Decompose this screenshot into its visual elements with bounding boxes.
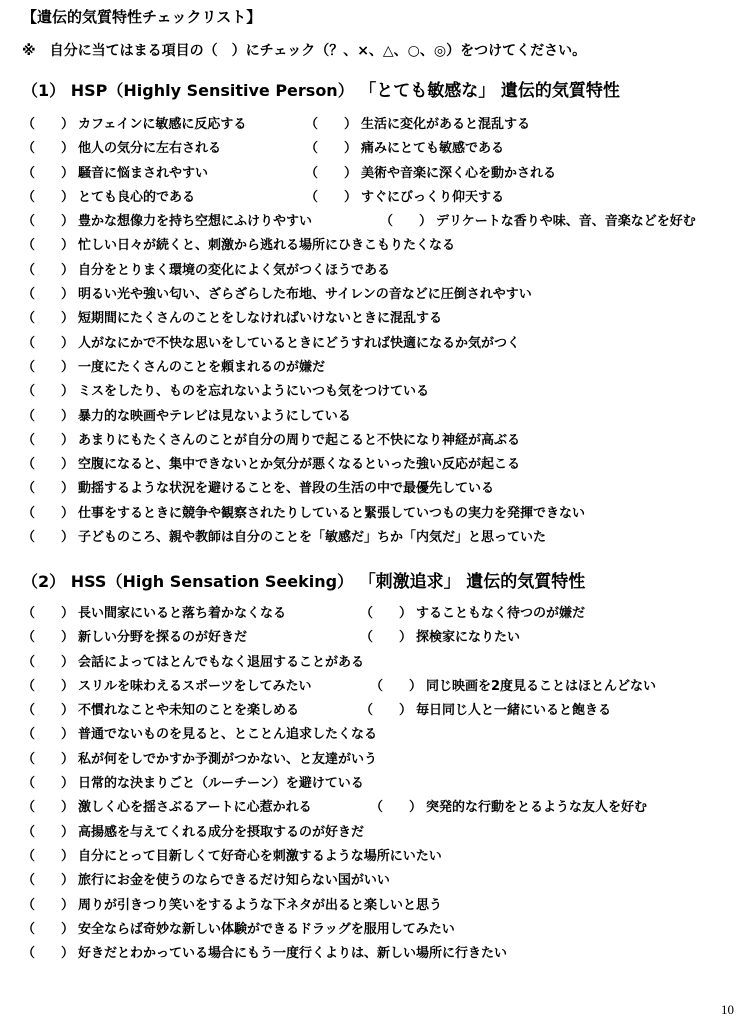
checkbox[interactable]: （ ） xyxy=(305,165,358,181)
item-text: 突発的な行動をとるような友人を好む xyxy=(426,800,648,816)
item-text: 自分にとって目新しくて好奇心を刺激するような場所にいたい xyxy=(78,848,442,864)
item-text: 仕事をするときに競争や観察されたりしていると緊張していつもの実力を発揮できない xyxy=(78,505,586,521)
item-text: 空腹になると、集中できないとか気分が悪くなるといった強い反応が起こる xyxy=(78,457,521,473)
checkbox[interactable]: （ ） xyxy=(22,481,75,497)
item-text: 動揺するような状況を避けることを、普段の生活の中で最優先している xyxy=(78,481,495,497)
checkbox[interactable]: （ ） xyxy=(22,703,75,719)
section-abbr: HSP（Highly Sensitive Person） xyxy=(70,81,354,100)
item-text: 周りが引きつり笑いをするような下ネタが出ると楽しいと思う xyxy=(78,897,443,913)
item-text: 旅行にお金を使うのならできるだけ知らない国がいい xyxy=(78,873,390,889)
checkbox[interactable]: （ ） xyxy=(22,408,75,424)
item-text: 安全ならば奇妙な新しい体験ができるドラッグを服用してみたい xyxy=(78,921,455,937)
checkbox[interactable]: （ ） xyxy=(22,921,75,937)
checkbox[interactable]: （ ） xyxy=(360,630,413,646)
checkbox[interactable]: （ ） xyxy=(370,678,423,694)
checkbox[interactable]: （ ） xyxy=(22,848,75,864)
item-text: 日常的な決まりごと（ルーチーン）を避けている xyxy=(78,776,364,792)
checkbox[interactable]: （ ） xyxy=(22,897,75,913)
item-text: 短期間にたくさんのことをしなければいけないときに混乱する xyxy=(78,311,443,327)
item-text: とても良心的である xyxy=(78,189,196,205)
item-text: 激しく心を揺さぶるアートに心惹かれる xyxy=(78,800,312,816)
checkbox[interactable]: （ ） xyxy=(22,165,75,181)
checkbox[interactable]: （ ） xyxy=(22,287,75,303)
checkbox[interactable]: （ ） xyxy=(22,262,75,278)
checkbox[interactable]: （ ） xyxy=(22,238,75,254)
item-text: あまりにもたくさんのことが自分の周りで起こると不快になり神経が高ぶる xyxy=(78,432,521,448)
item-text: カフェインに敏感に反応する xyxy=(78,117,247,132)
item-text: すぐにびっくり仰天する xyxy=(361,189,505,205)
item-text: 明るい光や強い匂い、ざらざらした布地、サイレンの音などに圧倒されやすい xyxy=(78,287,532,303)
checkbox[interactable]: （ ） xyxy=(305,189,358,205)
section-number: （1） xyxy=(22,81,66,100)
item-text: 私が何をしでかすか予測がつかない、と友達がいう xyxy=(78,751,378,767)
item-text: 豊かな想像力を持ち空想にふけりやすい xyxy=(78,214,313,230)
section-quote: 「刺激追求」 xyxy=(358,572,461,592)
item-text: 探検家になりたい xyxy=(416,630,521,646)
checkbox[interactable]: （ ） xyxy=(22,359,75,375)
section-tail: 遺伝的気質特性 xyxy=(466,572,586,592)
item-text: 騒音に悩まされやすい xyxy=(78,165,209,181)
checkbox[interactable]: （ ） xyxy=(22,141,75,157)
checkbox[interactable]: （ ） xyxy=(305,141,358,157)
item-text: 自分をとりまく環境の変化によく気がつくほうである xyxy=(78,262,391,278)
item-text: することもなく待つのが嫌だ xyxy=(416,606,586,621)
item-text: 人がなにかで不快な思いをしているときにどうすれば快適になるか気がつく xyxy=(78,335,521,351)
item-text: 生活に変化があると混乱する xyxy=(361,117,531,132)
checkbox[interactable]: （ ） xyxy=(22,751,75,767)
item-text: 他人の気分に左右される xyxy=(78,141,222,157)
item-text: 同じ映画を2度見ることはほとんどない xyxy=(426,678,657,694)
checkbox[interactable]: （ ） xyxy=(370,800,423,816)
checkbox[interactable]: （ ） xyxy=(22,946,75,962)
checkbox[interactable]: （ ） xyxy=(22,606,75,621)
checkbox[interactable]: （ ） xyxy=(22,189,75,205)
checkbox[interactable]: （ ） xyxy=(22,776,75,792)
checkbox[interactable]: （ ） xyxy=(22,117,75,132)
page-title: 【遺伝的気質特性チェックリスト】 xyxy=(22,8,262,26)
item-text: 暴力的な映画やテレビは見ないようにしている xyxy=(78,408,351,424)
item-text: 美術や音楽に深く心を動かされる xyxy=(361,165,557,181)
item-text: 忙しい日々が続くと、刺激から逃れる場所にひきこもりたくなる xyxy=(78,238,456,254)
item-text: 普通でないものを見ると、とことん追求したくなる xyxy=(78,727,378,743)
checkbox[interactable]: （ ） xyxy=(22,873,75,889)
checkbox[interactable]: （ ） xyxy=(22,384,75,400)
checkbox[interactable]: （ ） xyxy=(305,117,358,132)
checkbox[interactable]: （ ） xyxy=(360,703,413,719)
item-text: 子どものころ、親や教師は自分のことを「敏感だ」ちか「内気だ」と思っていた xyxy=(78,530,547,546)
checkbox[interactable]: （ ） xyxy=(22,678,75,694)
section-heading-hsp xyxy=(22,76,620,101)
checkbox[interactable]: （ ） xyxy=(22,505,75,521)
item-text: 不慣れなことや未知のことを楽しめる xyxy=(78,703,300,719)
section-abbr: HSS（High Sensation Seeking） xyxy=(70,572,354,591)
page-number: 10 xyxy=(721,1002,734,1017)
item-text: 一度にたくさんのことを頼まれるのが嫌だ xyxy=(78,359,326,375)
item-text: 会話によってはとんでもなく退屈することがある xyxy=(78,654,365,670)
checkbox[interactable]: （ ） xyxy=(22,457,75,473)
section-quote: 「とても敏感な」 xyxy=(359,81,496,101)
checkbox[interactable]: （ ） xyxy=(22,335,75,351)
section-number: （2） xyxy=(22,572,66,591)
checkbox[interactable]: （ ） xyxy=(380,214,433,230)
checkbox[interactable]: （ ） xyxy=(22,824,75,840)
item-text: スリルを味わえるスポーツをしてみたい xyxy=(78,678,312,694)
item-text: 長い間家にいると落ち着かなくなる xyxy=(78,606,287,621)
checkbox[interactable]: （ ） xyxy=(22,432,75,448)
checkbox[interactable]: （ ） xyxy=(22,530,75,546)
section-heading-hss xyxy=(22,567,585,592)
item-text: 毎日同じ人と一緒にいると飽きる xyxy=(416,703,612,719)
item-text: 新しい分野を探るのが好きだ xyxy=(78,630,248,646)
checkbox[interactable]: （ ） xyxy=(22,800,75,816)
checkbox[interactable]: （ ） xyxy=(22,311,75,327)
checkbox[interactable]: （ ） xyxy=(22,654,75,670)
instruction-text: ※ 自分に当てはまる項目の（ ）にチェック（？、×、△、○、◎）をつけてください。 xyxy=(22,43,587,59)
checkbox[interactable]: （ ） xyxy=(22,214,75,230)
item-text: 好きだとわかっている場合にもう一度行くよりは、新しい場所に行きたい xyxy=(78,946,508,962)
item-text: 高揚感を与えてくれる成分を摂取するのが好きだ xyxy=(78,824,365,840)
section-tail: 遺伝的気質特性 xyxy=(500,81,620,101)
checkbox[interactable]: （ ） xyxy=(22,727,75,743)
item-text: 痛みにとても敏感である xyxy=(361,141,505,157)
item-text: デリケートな香りや味、音、音楽などを好む xyxy=(436,214,696,230)
checkbox[interactable]: （ ） xyxy=(360,606,413,621)
item-text: ミスをしたり、ものを忘れないようにいつも気をつけている xyxy=(78,384,430,400)
checkbox[interactable]: （ ） xyxy=(22,630,75,646)
